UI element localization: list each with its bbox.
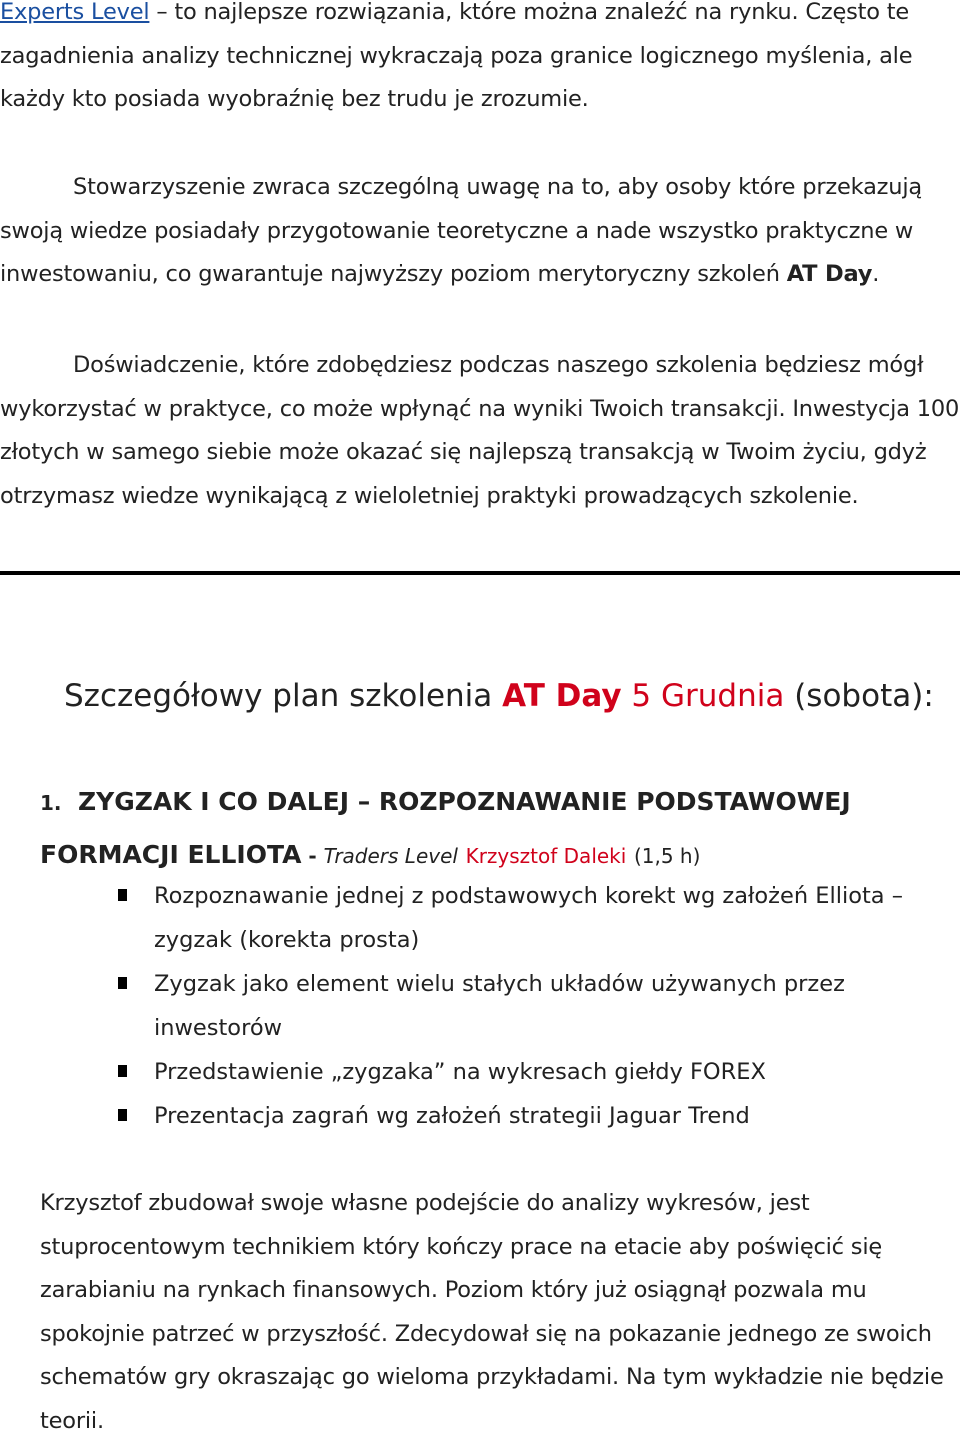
experience-paragraph xyxy=(0,344,960,518)
list-item: Zygzak jako element wielu stałych układów używanych przez inwestorów xyxy=(118,962,938,1050)
square-bullet-icon xyxy=(118,889,127,901)
at-day-brand: AT Day xyxy=(786,261,873,287)
plan-heading xyxy=(64,672,934,720)
plan-heading-prefix: Szczegółowy plan szkolenia xyxy=(64,678,503,714)
list-item: Rozpoznawanie jednej z podstawowych korekt wg założeń Elliota – zygzak (korekta prosta) xyxy=(118,874,938,962)
intro-paragraph xyxy=(0,0,960,122)
agenda-item-title xyxy=(40,776,940,882)
speaker-name: Krzysztof Daleki xyxy=(465,844,627,868)
plan-heading-brand: AT Day xyxy=(502,678,622,714)
list-item: Przedstawienie „zygzaka” na wykresach giełdy FOREX xyxy=(118,1050,938,1094)
horizontal-rule xyxy=(0,571,960,575)
agenda-item-number: 1. xyxy=(40,791,62,815)
agenda-bullet-list xyxy=(118,874,938,1138)
square-bullet-icon xyxy=(118,1065,127,1077)
association-text: Stowarzyszenie zwraca szczególną uwagę na to, aby osoby które przekazują swoją wiedze posiadały przygotowanie teoretyczne a nade wszystko praktyczne w inwestowaniu, co gwarantuje najwyższy poziom merytoryczny szkoleń xyxy=(0,174,922,287)
duration: (1,5 h) xyxy=(633,844,701,868)
period: . xyxy=(872,261,880,287)
experience-text: Doświadczenie, które zdobędziesz podczas naszego szkolenia będziesz mógł wykorzystać w praktyce, co może wpłynąć na wyniki Twoich transakcji. Inwestycja 100 złotych w samego siebie może okazać się najlepszą transakcją w Twoim życiu, gdyż otrzymasz wiedze wynikającą z wieloletniej praktyki prowadzących szkolenie. xyxy=(0,352,960,509)
level-label: Traders Level xyxy=(323,844,458,868)
speaker-bio-paragraph xyxy=(40,1182,950,1444)
square-bullet-icon xyxy=(118,977,127,989)
square-bullet-icon xyxy=(118,1109,127,1121)
dash: - xyxy=(301,844,324,868)
plan-heading-suffix: (sobota): xyxy=(784,678,934,714)
intro-text: – to najlepsze rozwiązania, które można znaleźć na rynku. Często te zagadnienia analizy technicznej wykraczają poza granice logicznego myślenia, ale każdy kto posiada wyobraźnię bez trudu je zrozumie. xyxy=(0,0,913,112)
plan-heading-date: 5 Grudnia xyxy=(621,678,785,714)
association-paragraph xyxy=(0,166,960,297)
speaker-bio-text: Krzysztof zbudował swoje własne podejście do analizy wykresów, jest stuprocentowym technikiem który kończy prace na etacie aby poświęcić się zarabianiu na rynkach finansowych. Poziom który już osiągnął pozwala mu spokojnie patrzeć w przyszłość. Zdecydował się na pokazanie jednego ze swoich schematów gry okraszając go wieloma przykładami. Na tym wykładzie nie będzie teorii. xyxy=(40,1190,944,1434)
experts-level-link[interactable]: Experts Level xyxy=(0,0,150,25)
agenda-item-heading: ZYGZAK I CO DALEJ – ROZPOZNAWANIE PODSTAWOWEJ FORMACJI ELLIOTA xyxy=(40,787,851,869)
list-item: Prezentacja zagrań wg założeń strategii Jaguar Trend xyxy=(118,1094,938,1138)
